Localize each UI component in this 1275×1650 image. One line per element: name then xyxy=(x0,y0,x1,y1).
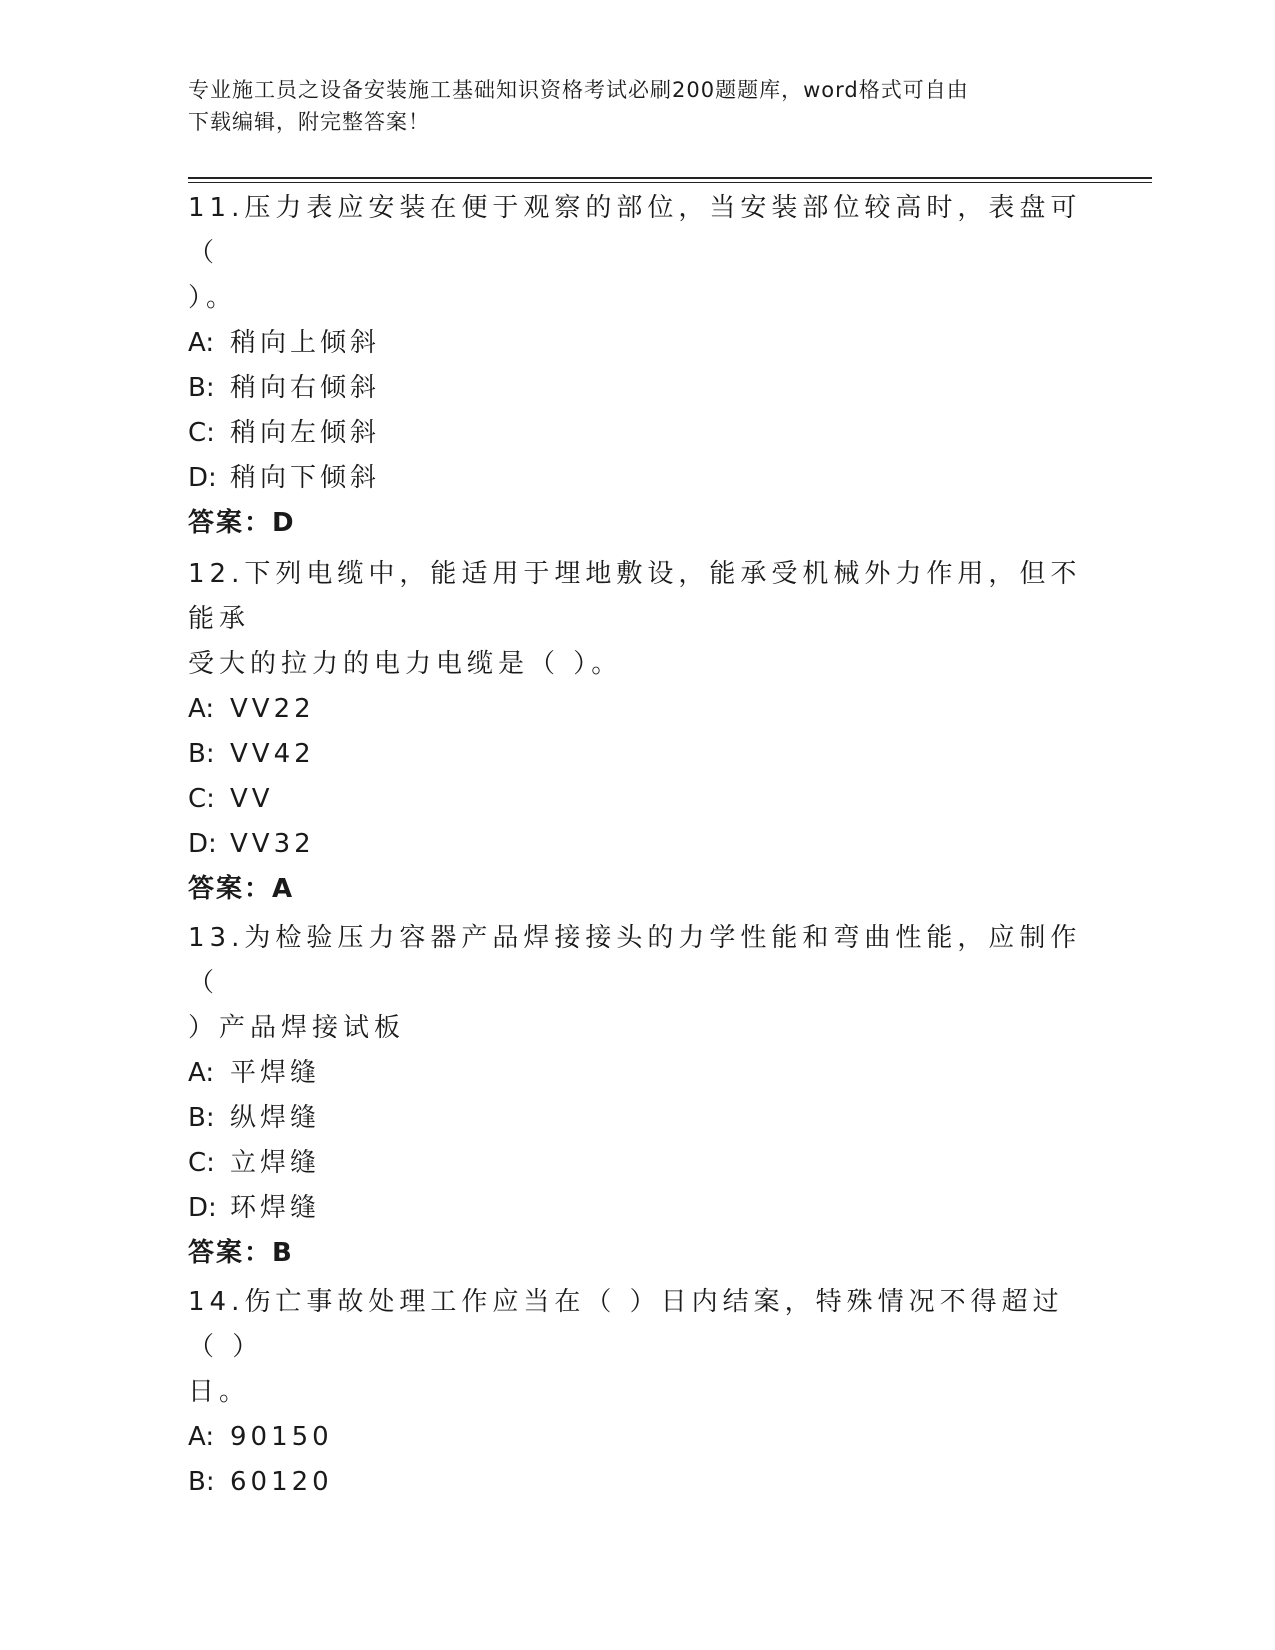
option-label: A: xyxy=(188,1058,215,1088)
option-text: 纵焊缝 xyxy=(230,1103,321,1133)
option-label: C: xyxy=(188,1148,215,1178)
header-line-2: 下载编辑，附完整答案！ xyxy=(188,110,430,134)
option-a xyxy=(188,321,1088,366)
option-label: B: xyxy=(188,373,215,403)
option-label: A: xyxy=(188,1422,215,1452)
option-label: B: xyxy=(188,739,215,769)
question-stem-line: ）。 xyxy=(188,283,238,313)
question-12 xyxy=(188,552,1088,912)
option-text: 稍向下倾斜 xyxy=(230,463,381,493)
option-text: 立焊缝 xyxy=(230,1148,321,1178)
option-d xyxy=(188,1186,1088,1231)
option-label: A: xyxy=(188,694,215,724)
answer-text: 答案：A xyxy=(188,874,295,904)
option-label: D: xyxy=(188,463,217,493)
header-divider-thick xyxy=(188,177,1152,179)
option-text: 90150 xyxy=(230,1422,333,1452)
option-text: VV42 xyxy=(230,739,315,769)
question-stem-line: 日。 xyxy=(188,1377,251,1407)
option-text: 平焊缝 xyxy=(230,1058,321,1088)
option-text: 环焊缝 xyxy=(230,1193,321,1223)
option-b xyxy=(188,732,1088,777)
option-c xyxy=(188,411,1088,456)
header-divider-thin xyxy=(188,182,1152,183)
option-label: D: xyxy=(188,829,217,859)
answer-text: 答案：B xyxy=(188,1238,294,1268)
answer-text: 答案：D xyxy=(188,508,296,538)
option-b xyxy=(188,1460,1088,1505)
option-a xyxy=(188,687,1088,732)
option-label: B: xyxy=(188,1467,215,1497)
option-a xyxy=(188,1415,1088,1460)
option-text: 稍向左倾斜 xyxy=(230,418,381,448)
question-stem-line: 14.伤亡事故处理工作应当在（ ）日内结案，特殊情况不得超过（ ） xyxy=(188,1287,1064,1362)
option-a xyxy=(188,1051,1088,1096)
option-c xyxy=(188,777,1088,822)
option-text: VV32 xyxy=(230,829,315,859)
option-label: C: xyxy=(188,784,215,814)
option-text: VV22 xyxy=(230,694,315,724)
option-text: 稍向右倾斜 xyxy=(230,373,381,403)
question-13 xyxy=(188,916,1088,1276)
option-d xyxy=(188,456,1088,501)
question-stem-line: 12.下列电缆中，能适用于埋地敷设，能承受机械外力作用，但不能承 xyxy=(188,559,1082,634)
question-stem-line: ）产品焊接试板 xyxy=(188,1013,406,1043)
document-header xyxy=(188,74,1068,138)
option-d xyxy=(188,822,1088,867)
option-label: A: xyxy=(188,328,215,358)
header-line-1: 专业施工员之设备安装施工基础知识资格考试必刷200题题库，word格式可自由 xyxy=(188,78,969,102)
question-14 xyxy=(188,1280,1088,1505)
question-stem-line: 受大的拉力的电力电缆是（ ）。 xyxy=(188,649,623,679)
option-b xyxy=(188,366,1088,411)
option-c xyxy=(188,1141,1088,1186)
option-label: D: xyxy=(188,1193,217,1223)
option-label: B: xyxy=(188,1103,215,1133)
question-stem-line: 11.压力表应安装在便于观察的部位，当安装部位较高时，表盘可（ xyxy=(188,193,1082,268)
option-b xyxy=(188,1096,1088,1141)
question-stem-line: 13.为检验压力容器产品焊接接头的力学性能和弯曲性能，应制作（ xyxy=(188,923,1082,998)
option-text: VV xyxy=(230,784,274,814)
option-text: 稍向上倾斜 xyxy=(230,328,381,358)
question-11 xyxy=(188,186,1088,546)
option-text: 60120 xyxy=(230,1467,333,1497)
option-label: C: xyxy=(188,418,215,448)
